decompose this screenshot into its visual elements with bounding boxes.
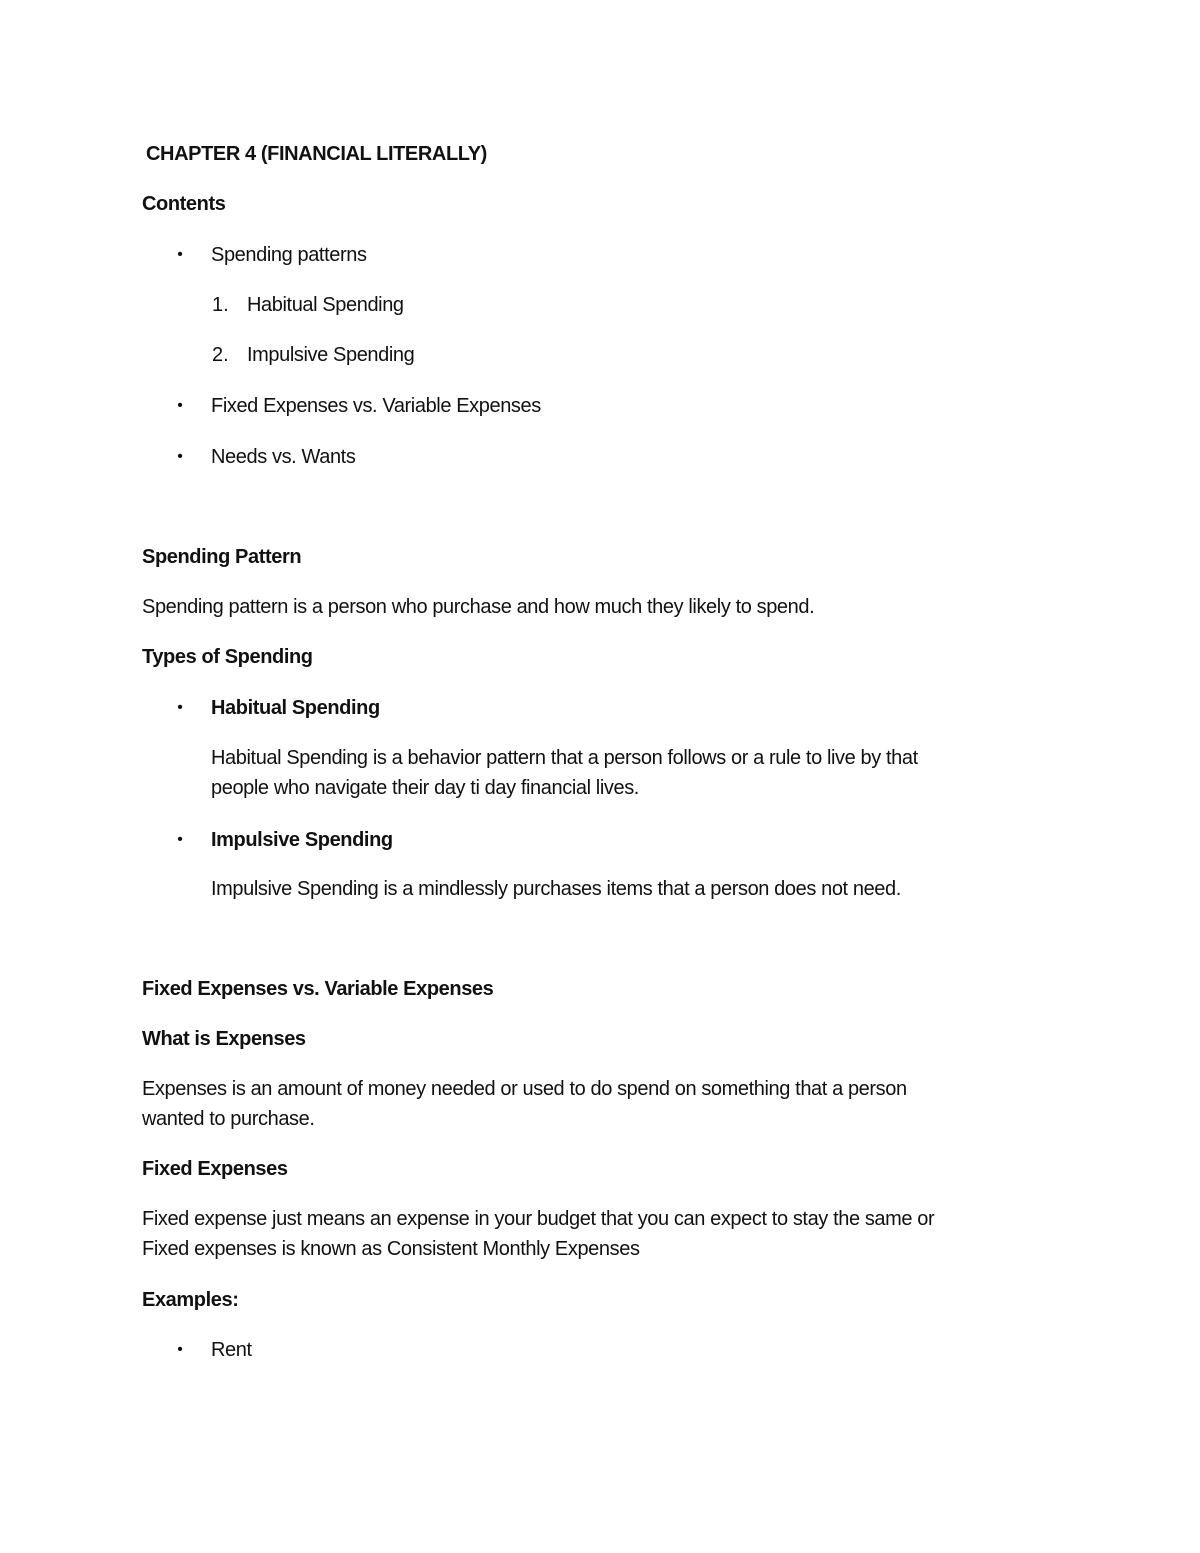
contents-item-fixed-vs-variable: Fixed Expenses vs. Variable Expenses <box>211 395 541 417</box>
bullet-icon: • <box>177 246 183 263</box>
contents-item-impulsive-spending: Impulsive Spending <box>247 344 415 366</box>
contents-item-habitual-spending: Habitual Spending <box>247 294 404 316</box>
fixed-expenses-text-line-1: Fixed expense just means an expense in your budget that you can expect to stay the same or <box>142 1208 935 1230</box>
types-of-spending-heading: Types of Spending <box>142 646 313 668</box>
bullet-icon: • <box>177 699 183 716</box>
what-is-expenses-text-line-2: wanted to purchase. <box>142 1108 315 1130</box>
document-title: CHAPTER 4 (FINANCIAL LITERALLY) <box>146 143 487 165</box>
spending-pattern-definition: Spending pattern is a person who purchase and how much they likely to spend. <box>142 596 815 618</box>
fixed-expenses-text-line-2: Fixed expenses is known as Consistent Monthly Expenses <box>142 1238 640 1260</box>
impulsive-spending-text: Impulsive Spending is a mindlessly purchases items that a person does not need. <box>211 878 901 900</box>
contents-item-needs-vs-wants: Needs vs. Wants <box>211 446 356 468</box>
fixed-expenses-heading: Fixed Expenses <box>142 1158 288 1180</box>
habitual-spending-text-line-1: Habitual Spending is a behavior pattern that a person follows or a rule to live by that <box>211 747 918 769</box>
expenses-heading: Fixed Expenses vs. Variable Expenses <box>142 978 494 1000</box>
example-item-rent: Rent <box>211 1339 252 1361</box>
examples-heading: Examples: <box>142 1289 239 1311</box>
contents-heading: Contents <box>142 193 226 215</box>
bullet-icon: • <box>177 448 183 465</box>
bullet-icon: • <box>177 397 183 414</box>
spending-pattern-heading: Spending Pattern <box>142 546 302 568</box>
habitual-spending-text-line-2: people who navigate their day ti day financial lives. <box>211 777 639 799</box>
bullet-icon: • <box>177 831 183 848</box>
what-is-expenses-heading: What is Expenses <box>142 1028 306 1050</box>
contents-item-spending-patterns: Spending patterns <box>211 244 367 266</box>
contents-number-2: 2. <box>212 344 229 366</box>
impulsive-spending-heading: Impulsive Spending <box>211 829 393 851</box>
bullet-icon: • <box>177 1341 183 1358</box>
habitual-spending-heading: Habitual Spending <box>211 697 380 719</box>
contents-number-1: 1. <box>212 294 229 316</box>
what-is-expenses-text-line-1: Expenses is an amount of money needed or used to do spend on something that a person <box>142 1078 907 1100</box>
